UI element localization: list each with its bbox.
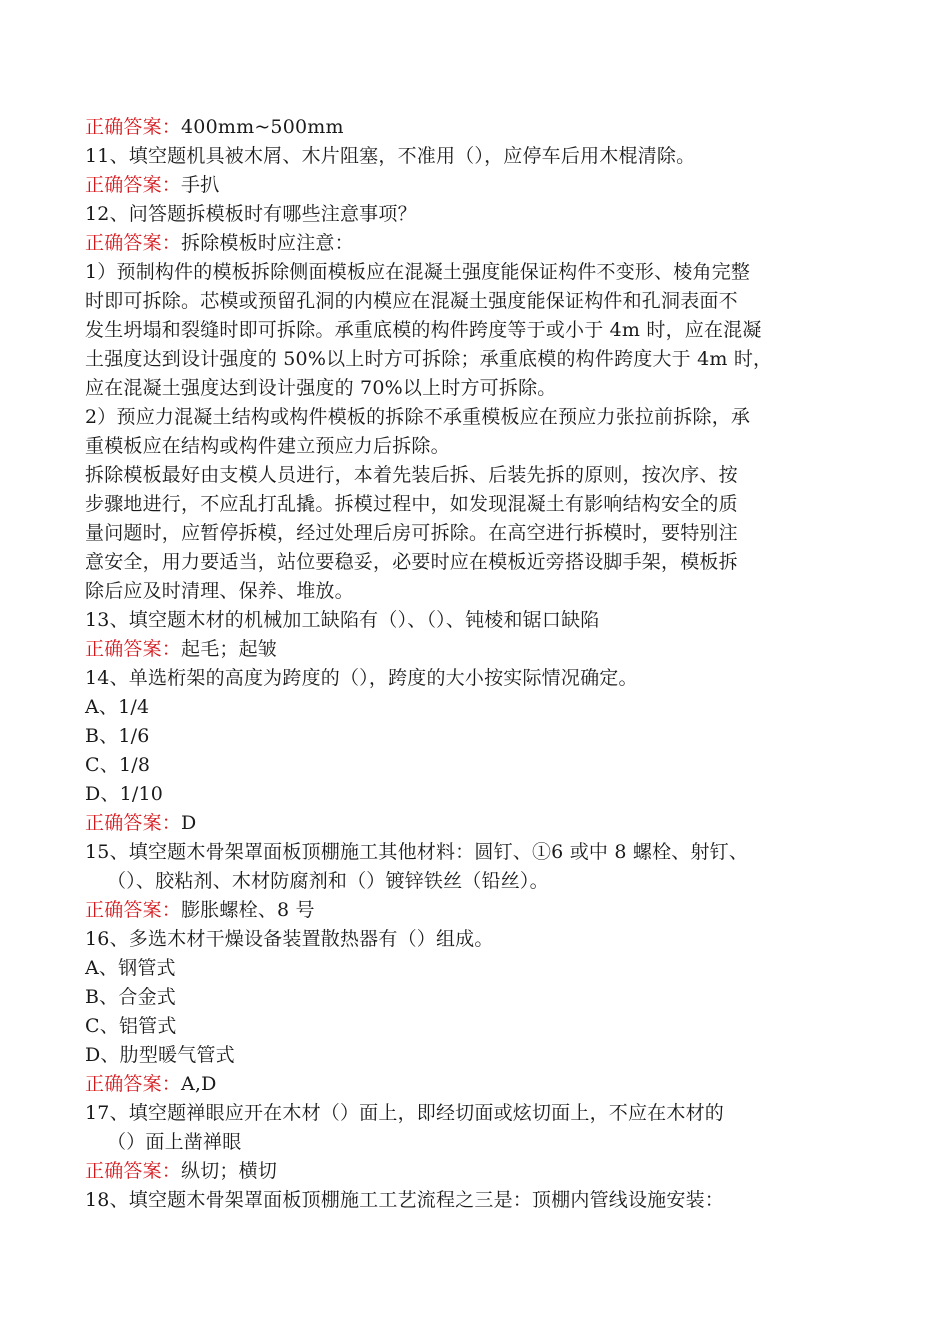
answer-10	[85, 113, 870, 142]
answer-value: D	[181, 812, 197, 834]
paragraph-line: 量问题时，应暂停拆模，经过处理后房可拆除。在高空进行拆模时，要特别注	[85, 522, 738, 544]
option-16-d: D、肋型暖气管式	[85, 1044, 235, 1066]
question-11: 11、填空题机具被木屑、木片阻塞，不准用（），应停车后用木棍清除。	[85, 145, 696, 167]
answer-16	[85, 1070, 870, 1099]
answer-17	[85, 1157, 870, 1186]
answer-value: 400mm~500mm	[181, 116, 344, 138]
answer-value: 纵切；横切	[181, 1160, 278, 1182]
paragraph-line: 拆除模板最好由支模人员进行，本着先装后拆、后装先拆的原则，按次序、按	[85, 464, 738, 486]
option-16-b: B、合金式	[85, 986, 176, 1008]
answer-12-paragraph-1	[85, 258, 870, 403]
answer-label: 正确答案：	[85, 232, 182, 254]
question-15-line-1: 15、填空题木骨架罩面板顶棚施工其他材料：圆钉、①6 或中 8 螺栓、射钉、	[85, 841, 749, 863]
answer-label: 正确答案：	[85, 899, 182, 921]
option-14-c: C、1/8	[85, 754, 151, 776]
paragraph-line: 时即可拆除。芯模或预留孔洞的内模应在混凝土强度能保证构件和孔洞表面不	[85, 290, 738, 312]
option-14-d: D、1/10	[85, 783, 164, 805]
answer-value: 起毛；起皱	[181, 638, 278, 660]
answer-11	[85, 171, 870, 200]
answer-14	[85, 809, 870, 838]
paragraph-line: 应在混凝土强度达到设计强度的 70%以上时方可拆除。	[85, 377, 557, 399]
paragraph-line: 2）预应力混凝土结构或构件模板的拆除不承重模板应在预应力张拉前拆除，承	[85, 406, 751, 428]
question-18: 18、填空题木骨架罩面板顶棚施工工艺流程之三是：顶棚内管线设施安装：	[85, 1189, 724, 1211]
option-14-a: A、1/4	[85, 696, 150, 718]
answer-12-paragraph-2	[85, 403, 870, 461]
paragraph-line: 意安全，用力要适当，站位要稳妥，必要时应在模板近旁搭设脚手架，模板拆	[85, 551, 738, 573]
question-17-line-2: （）面上凿禅眼	[107, 1131, 242, 1153]
answer-12-paragraph-3	[85, 461, 870, 606]
paragraph-line: 土强度达到设计强度的 50%以上时方可拆除；承重底模的构件跨度大于 4m 时，	[85, 348, 773, 370]
answer-label: 正确答案：	[85, 174, 182, 196]
question-13: 13、填空题木材的机械加工缺陷有（）、（）、钝棱和锯口缺陷	[85, 609, 600, 631]
paragraph-line: 发生坍塌和裂缝时即可拆除。承重底模的构件跨度等于或小于 4m 时，应在混凝	[85, 319, 762, 341]
answer-value: 拆除模板时应注意：	[181, 232, 354, 254]
question-17-line-1: 17、填空题禅眼应开在木材（）面上，即经切面或炫切面上，不应在木材的	[85, 1102, 724, 1124]
question-16: 16、多选木材干燥设备装置散热器有（）组成。	[85, 928, 494, 950]
paragraph-line: 除后应及时清理、保养、堆放。	[85, 580, 354, 602]
question-12: 12、问答题拆模板时有哪些注意事项？	[85, 203, 417, 225]
answer-label: 正确答案：	[85, 638, 182, 660]
answer-13	[85, 635, 870, 664]
option-14-b: B、1/6	[85, 725, 150, 747]
answer-label: 正确答案：	[85, 116, 182, 138]
answer-value: 膨胀螺栓、8 号	[181, 899, 315, 921]
answer-label: 正确答案：	[85, 812, 182, 834]
question-14: 14、单选桁架的高度为跨度的（），跨度的大小按实际情况确定。	[85, 667, 638, 689]
answer-value: A,D	[181, 1073, 217, 1095]
answer-value: 手扒	[181, 174, 220, 196]
answer-label: 正确答案：	[85, 1160, 182, 1182]
document-page	[85, 113, 870, 1215]
option-16-c: C、铝管式	[85, 1015, 177, 1037]
paragraph-line: 1）预制构件的模板拆除侧面模板应在混凝土强度能保证构件不变形、棱角完整	[85, 261, 751, 283]
paragraph-line: 重模板应在结构或构件建立预应力后拆除。	[85, 435, 450, 457]
answer-12	[85, 229, 870, 258]
answer-15	[85, 896, 870, 925]
option-16-a: A、钢管式	[85, 957, 176, 979]
question-15-line-2: （）、胶粘剂、木材防腐剂和（）镀锌铁丝（铅丝）。	[107, 870, 549, 892]
paragraph-line: 步骤地进行，不应乱打乱撬。拆模过程中，如发现混凝土有影响结构安全的质	[85, 493, 738, 515]
answer-label: 正确答案：	[85, 1073, 182, 1095]
